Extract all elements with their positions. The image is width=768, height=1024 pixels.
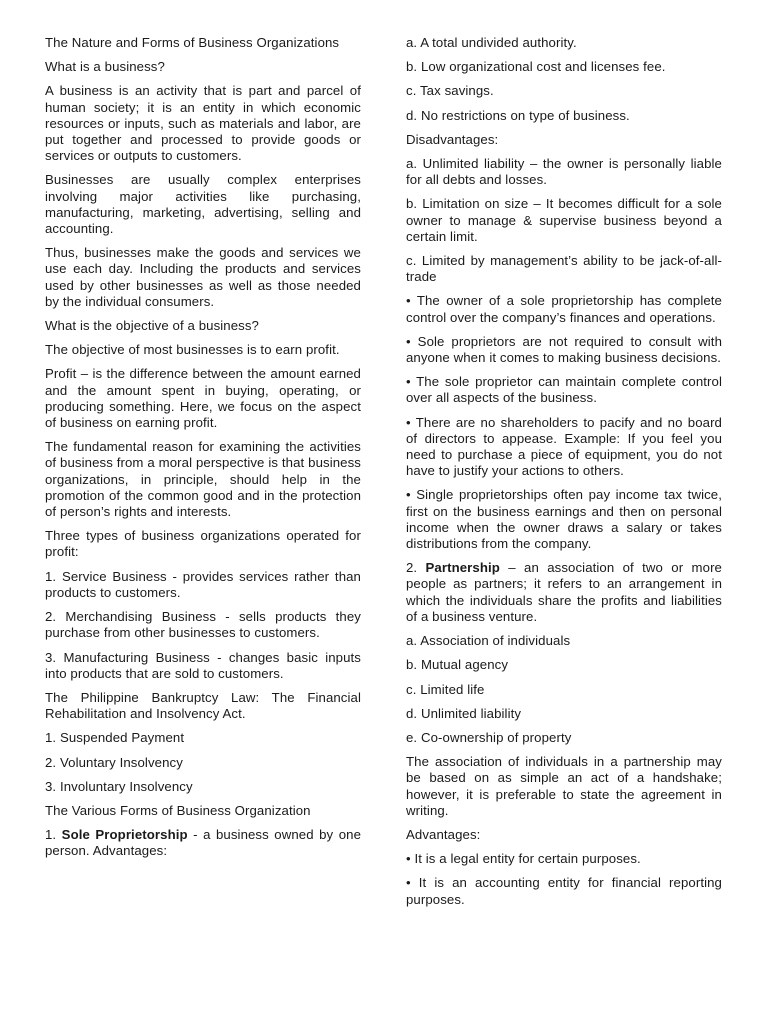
- heading-various-forms: The Various Forms of Business Organization: [45, 802, 311, 818]
- paragraph-objective: The objective of most businesses is to earn profit.: [45, 342, 340, 358]
- partnership-number: 2.: [406, 560, 426, 576]
- paragraph-sole-proprietorship: [45, 827, 361, 859]
- paragraph-fundamental-reason: The fundamental reason for examining the activities of business from a moral perspective is that business organizations, in principle, should help in the promotion of the common good and in the protection of person’s rights and interests.: [45, 439, 361, 520]
- paragraph-profit: Profit – is the difference between the amount earned and the amount spent in buying, operating, or producing something. Here, we focus on the aspect of business on earning profit.: [45, 366, 361, 431]
- characteristic-d: d. Unlimited liability: [406, 705, 522, 721]
- paragraph-association: The association of individuals in a partnership may be based on as simple an act of a handshake; however, it is preferable to state the agreement in writing.: [406, 754, 722, 818]
- partnership-term: Partnership: [425, 560, 500, 576]
- characteristic-e: e. Co-ownership of property: [406, 729, 572, 745]
- list-item-manufacturing-business: 3. Manufacturing Business - changes basic inputs into products that are sold to customers.: [45, 649, 361, 681]
- bullet-income-tax: • Single proprietorships often pay income tax twice, first on the business earnings and then on personal income when the owner draws a salary or takes distributions from the company.: [406, 487, 722, 552]
- document-title: The Nature and Forms of Business Organizations: [45, 35, 340, 50]
- bullet-no-consult: • Sole proprietors are not required to consult with anyone when it comes to making business decisions.: [406, 333, 722, 366]
- list-item-involuntary-insolvency: 3. Involuntary Insolvency: [45, 778, 193, 794]
- characteristic-a: a. Association of individuals: [406, 633, 571, 649]
- sole-proprietorship-term: Sole Proprietorship: [61, 827, 188, 843]
- list-item-service-business: 1. Service Business - provides services rather than products to customers.: [45, 568, 361, 600]
- paragraph-partnership: [406, 560, 722, 625]
- bullet-maintain-control: • The sole proprietor can maintain complete control over all aspects of the business.: [406, 374, 722, 406]
- partnership-advantage-2: • It is an accounting entity for financial reporting purposes.: [406, 875, 722, 907]
- disadvantage-a: a. Unlimited liability – the owner is personally liable for all debts and losses.: [406, 156, 722, 188]
- list-item-voluntary-insolvency: 2. Voluntary Insolvency: [45, 754, 183, 770]
- partnership-definition: – an association of two or more people as partners; it refers to an arrangement in which the individuals share the profits and liabilities of a business venture.: [406, 560, 722, 624]
- disadvantages-heading: Disadvantages:: [406, 131, 499, 147]
- paragraph-bankruptcy-law: The Philippine Bankruptcy Law: The Financial Rehabilitation and Insolvency Act.: [45, 689, 361, 722]
- paragraph-thus: Thus, businesses make the goods and services we use each day. Including the products and services used by other businesses as well as those needed by the individual consumers.: [45, 245, 361, 309]
- advantage-c: c. Tax savings.: [406, 83, 494, 99]
- advantages-heading: Advantages:: [406, 826, 481, 842]
- paragraph-complex-enterprises: Businesses are usually complex enterprises involving major activities like purchasing, manufacturing, marketing, advertising, selling and accounting.: [45, 172, 361, 237]
- characteristic-b: b. Mutual agency: [406, 657, 509, 673]
- sole-proprietorship-number: 1.: [45, 827, 62, 843]
- paragraph-three-types: Three types of business organizations operated for profit:: [45, 528, 361, 560]
- paragraph-business-definition: A business is an activity that is part and parcel of human society; it is an entity in which economic resources or inputs, such as materials and labor, are put together and processed to provide goods or services or outputs to customers.: [45, 83, 361, 164]
- left-column: [45, 35, 361, 868]
- advantage-a: a. A total undivided authority.: [406, 35, 577, 50]
- disadvantage-c: c. Limited by management’s ability to be jack-of-all-trade: [406, 253, 722, 285]
- bullet-no-shareholders: • There are no shareholders to pacify and no board of directors to appease. Example: If you feel you need to purchase a piece of equipment, you do not have to justify your actions to others.: [406, 414, 722, 479]
- advantage-b: b. Low organizational cost and licenses fee.: [406, 59, 666, 75]
- list-item-merchandising-business: 2. Merchandising Business - sells products they purchase from other businesses to customers.: [45, 609, 361, 641]
- disadvantage-b: b. Limitation on size – It becomes difficult for a sole owner to manage & supervise business beyond a certain limit.: [406, 196, 722, 244]
- question-what-is-business: What is a business?: [45, 59, 165, 75]
- right-column: [406, 35, 722, 916]
- sole-proprietorship-definition: - a business owned by one person. Advantages:: [45, 827, 362, 859]
- bullet-complete-control: • The owner of a sole proprietorship has complete control over the company’s finances and operations.: [406, 293, 722, 325]
- question-objective: What is the objective of a business?: [45, 318, 259, 334]
- list-item-suspended-payment: 1. Suspended Payment: [45, 730, 185, 746]
- partnership-advantage-1: • It is a legal entity for certain purposes.: [406, 851, 641, 867]
- advantage-d: d. No restrictions on type of business.: [406, 107, 630, 123]
- characteristic-c: c. Limited life: [406, 681, 485, 697]
